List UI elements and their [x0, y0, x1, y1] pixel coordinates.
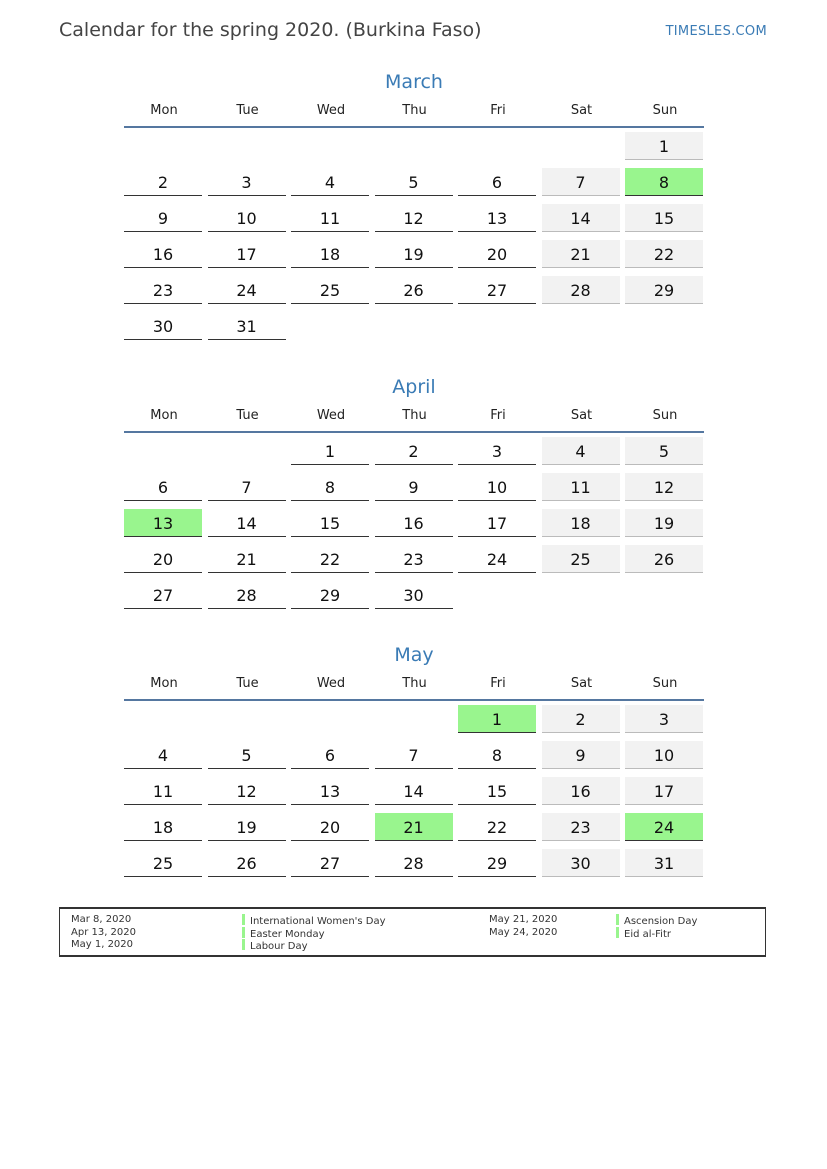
- legend-entry: [242, 927, 386, 940]
- legend-dates-right: [489, 914, 557, 939]
- day-cell: 28: [375, 849, 453, 877]
- month-title: May: [394, 644, 434, 666]
- day-cell: 16: [124, 240, 202, 268]
- month-title: April: [392, 376, 436, 398]
- day-cell: 20: [458, 240, 536, 268]
- day-cell: 19: [625, 509, 703, 537]
- day-cell: 16: [375, 509, 453, 537]
- day-cell: 2: [124, 168, 202, 196]
- day-cell: 18: [124, 813, 202, 841]
- day-cell: 19: [208, 813, 286, 841]
- legend-name: Easter Monday: [250, 928, 325, 940]
- day-cell: 6: [291, 741, 369, 769]
- day-cell: 26: [625, 545, 703, 573]
- day-cell: 24: [208, 276, 286, 304]
- holiday-day-cell: 21: [375, 813, 453, 841]
- day-cell: 15: [625, 204, 703, 232]
- day-cell: 26: [208, 849, 286, 877]
- day-cell: 6: [458, 168, 536, 196]
- weekday-label: Tue: [236, 408, 259, 423]
- day-cell: 4: [542, 437, 620, 465]
- day-cell: 11: [124, 777, 202, 805]
- day-cell: 18: [291, 240, 369, 268]
- weekday-label: Thu: [402, 408, 427, 423]
- day-cell: 9: [375, 473, 453, 501]
- weekday-label: Fri: [490, 103, 506, 118]
- day-cell: 14: [208, 509, 286, 537]
- day-cell: 17: [625, 777, 703, 805]
- day-cell: 29: [625, 276, 703, 304]
- day-cell: 15: [458, 777, 536, 805]
- day-cell: 25: [542, 545, 620, 573]
- day-cell: 21: [542, 240, 620, 268]
- legend-names-left: [242, 914, 386, 952]
- day-cell: 22: [458, 813, 536, 841]
- weekday-label: Tue: [236, 676, 259, 691]
- weekday-label: Sun: [652, 676, 678, 691]
- day-cell: 7: [375, 741, 453, 769]
- weekday-label: Fri: [490, 676, 506, 691]
- day-cell: 27: [291, 849, 369, 877]
- weekday-label: Mon: [150, 408, 178, 423]
- holiday-day-cell: 13: [124, 509, 202, 537]
- weekday-label: Sun: [652, 408, 678, 423]
- day-cell: 9: [124, 204, 202, 232]
- month-may: [124, 641, 704, 873]
- weekday-label: Mon: [150, 103, 178, 118]
- day-cell: 10: [208, 204, 286, 232]
- legend-name: Eid al-Fitr: [624, 928, 671, 940]
- legend-date: Apr 13, 2020: [71, 926, 137, 938]
- weekday-label: Tue: [236, 103, 259, 118]
- legend-name: International Women's Day: [250, 916, 386, 927]
- weekday-label: Sat: [570, 103, 593, 118]
- legend-entry: [616, 927, 697, 940]
- day-cell: 17: [208, 240, 286, 268]
- day-cell: 29: [458, 849, 536, 877]
- legend-date: May 1, 2020: [71, 939, 134, 950]
- day-cell: 4: [124, 741, 202, 769]
- weekday-label: Sun: [652, 103, 678, 118]
- legend-entry: [616, 914, 697, 927]
- day-cell: 7: [208, 473, 286, 501]
- day-cell: 3: [625, 705, 703, 733]
- day-cell: 19: [375, 240, 453, 268]
- day-cell: 25: [291, 276, 369, 304]
- weekday-label: Thu: [402, 676, 427, 691]
- day-cell: 17: [458, 509, 536, 537]
- day-cell: 24: [458, 545, 536, 573]
- day-cell: 26: [375, 276, 453, 304]
- day-cell: 14: [375, 777, 453, 805]
- holiday-marker: [242, 939, 245, 950]
- holiday-day-cell: 1: [458, 705, 536, 733]
- day-cell: 5: [375, 168, 453, 196]
- month-april: [124, 373, 704, 605]
- day-cell: 12: [208, 777, 286, 805]
- day-cell: 2: [375, 437, 453, 465]
- holiday-marker: [616, 914, 619, 925]
- weekday-label: Wed: [316, 408, 346, 423]
- day-cell: 7: [542, 168, 620, 196]
- holiday-marker: [242, 914, 245, 925]
- day-cell: 10: [625, 741, 703, 769]
- day-cell: 27: [458, 276, 536, 304]
- day-cell: 13: [291, 777, 369, 805]
- holiday-day-cell: 24: [625, 813, 703, 841]
- holiday-marker: [242, 927, 245, 938]
- day-cell: 3: [208, 168, 286, 196]
- brand-link[interactable]: TIMESLES.COM: [665, 24, 767, 39]
- weekday-label: Wed: [316, 676, 346, 691]
- day-cell: 12: [375, 204, 453, 232]
- day-cell: 9: [542, 741, 620, 769]
- legend-date: May 24, 2020: [489, 926, 558, 938]
- day-cell: 27: [124, 581, 202, 609]
- weekday-header: [124, 405, 704, 433]
- month-title: March: [385, 71, 443, 93]
- day-cell: 3: [458, 437, 536, 465]
- day-cell: 23: [124, 276, 202, 304]
- day-cell: 30: [542, 849, 620, 877]
- day-cell: 5: [625, 437, 703, 465]
- holiday-day-cell: 8: [625, 168, 703, 196]
- day-cell: 25: [124, 849, 202, 877]
- day-cell: 10: [458, 473, 536, 501]
- day-cell: 18: [542, 509, 620, 537]
- holiday-marker: [616, 927, 619, 938]
- day-cell: 4: [291, 168, 369, 196]
- legend-entry: [242, 939, 386, 952]
- day-cell: 15: [291, 509, 369, 537]
- day-cell: 23: [542, 813, 620, 841]
- day-cell: 31: [625, 849, 703, 877]
- day-cell: 11: [542, 473, 620, 501]
- day-cell: 11: [291, 204, 369, 232]
- day-cell: 5: [208, 741, 286, 769]
- weekday-label: Fri: [490, 408, 506, 423]
- day-cell: 21: [208, 545, 286, 573]
- day-cell: 31: [208, 312, 286, 340]
- holiday-legend: [59, 907, 766, 957]
- day-cell: 30: [375, 581, 453, 609]
- day-cell: 16: [542, 777, 620, 805]
- day-cell: 29: [291, 581, 369, 609]
- legend-dates-left: [71, 914, 136, 952]
- weekday-label: Thu: [402, 103, 427, 118]
- day-cell: 28: [208, 581, 286, 609]
- day-cell: 8: [458, 741, 536, 769]
- legend-date: Mar 8, 2020: [71, 914, 132, 925]
- day-cell: 30: [124, 312, 202, 340]
- legend-entry: [242, 914, 386, 927]
- weekday-label: Mon: [150, 676, 178, 691]
- day-cell: 22: [625, 240, 703, 268]
- weekday-header: [124, 100, 704, 128]
- day-cell: 20: [291, 813, 369, 841]
- weekday-label: Sat: [570, 676, 593, 691]
- day-cell: 8: [291, 473, 369, 501]
- day-cell: 28: [542, 276, 620, 304]
- legend-names-right: [616, 914, 697, 939]
- day-cell: 22: [291, 545, 369, 573]
- day-cell: 13: [458, 204, 536, 232]
- page-title: Calendar for the spring 2020. (Burkina Faso): [59, 19, 482, 41]
- day-cell: 2: [542, 705, 620, 733]
- weekday-label: Wed: [316, 103, 346, 118]
- day-cell: 1: [625, 132, 703, 160]
- day-cell: 14: [542, 204, 620, 232]
- day-cell: 1: [291, 437, 369, 465]
- day-cell: 20: [124, 545, 202, 573]
- weekday-header: [124, 673, 704, 701]
- legend-name: Labour Day: [250, 941, 308, 952]
- weekday-label: Sat: [570, 408, 593, 423]
- legend-date: May 21, 2020: [489, 914, 558, 925]
- day-cell: 23: [375, 545, 453, 573]
- legend-name: Ascension Day: [624, 916, 698, 927]
- day-cell: 12: [625, 473, 703, 501]
- month-march: [124, 68, 704, 336]
- day-cell: 6: [124, 473, 202, 501]
